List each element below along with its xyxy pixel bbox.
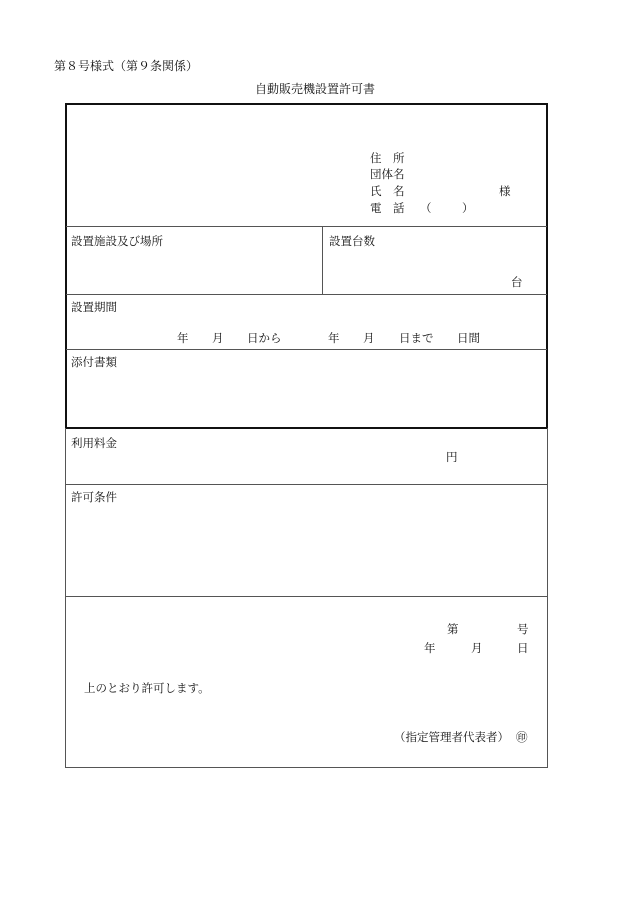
divider-conditions	[66, 596, 547, 597]
attachments-label: 添付書類	[71, 355, 117, 369]
conditions-label: 許可条件	[71, 490, 117, 504]
signer-label: （指定管理者代表者）	[394, 730, 509, 744]
name-label: 氏 名	[370, 184, 405, 198]
honorific-label: 様	[499, 184, 511, 198]
period-label: 設置期間	[71, 300, 117, 314]
date-year: 年	[424, 641, 436, 655]
period-year-end: 年	[328, 331, 340, 345]
period-days: 日間	[457, 331, 480, 345]
divider-fee	[66, 484, 547, 485]
form-number: 第８号様式（第９条関係）	[54, 59, 199, 73]
fee-label: 利用料金	[71, 436, 117, 450]
divider-applicant	[66, 226, 547, 227]
location-label: 設置施設及び場所	[71, 234, 163, 248]
period-month-end: 月	[363, 331, 375, 345]
divider-location-count	[322, 227, 323, 294]
seal-mark: ㊞	[516, 730, 528, 744]
lower-form-box	[65, 428, 548, 768]
upper-form-box	[65, 103, 548, 429]
address-label: 住 所	[370, 151, 405, 165]
phone-paren-close: ）	[462, 201, 474, 215]
period-from: 日から	[247, 331, 282, 345]
fee-unit: 円	[446, 450, 458, 464]
period-until: 日まで	[399, 331, 434, 345]
organization-label: 団体名	[370, 167, 405, 181]
permission-statement: 上のとおり許可します。	[84, 681, 210, 695]
permit-number-prefix: 第	[447, 622, 459, 636]
count-unit: 台	[511, 275, 523, 289]
count-label: 設置台数	[329, 234, 375, 248]
period-month-start: 月	[212, 331, 224, 345]
document-title: 自動販売機設置許可書	[255, 82, 376, 96]
period-year-start: 年	[177, 331, 189, 345]
phone-paren-open: （	[420, 201, 432, 215]
divider-location	[66, 294, 547, 295]
date-day: 日	[517, 641, 529, 655]
date-month: 月	[471, 641, 483, 655]
phone-label: 電 話	[370, 201, 405, 215]
permit-number-suffix: 号	[517, 622, 529, 636]
divider-period	[66, 349, 547, 350]
